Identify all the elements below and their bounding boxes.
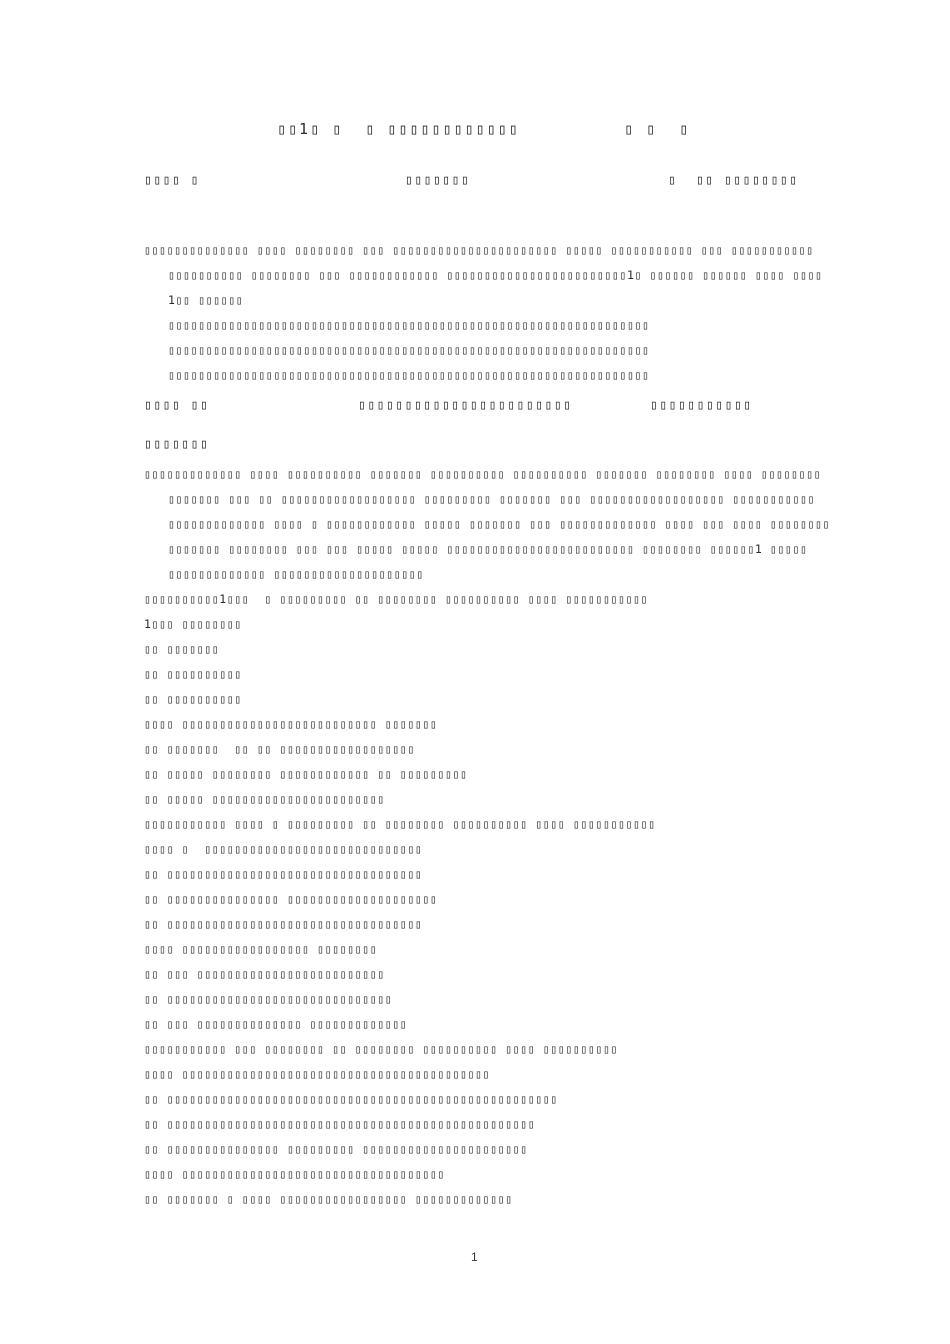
para1-line: ▯▯▯▯▯▯▯▯▯▯▯▯▯▯▯▯▯▯▯▯▯▯▯▯▯▯▯▯▯▯▯▯▯▯▯▯▯▯▯▯▯▯▯▯▯▯▯▯▯▯▯▯▯▯▯▯▯▯▯▯▯▯▯▯ <box>168 343 650 357</box>
list-item: ▯▯ ▯▯▯ ▯▯▯▯▯▯▯▯▯▯▯▯▯▯ ▯▯▯▯▯▯▯▯▯▯▯▯▯ <box>144 1017 408 1031</box>
list-item: ▯▯▯▯▯▯▯▯▯▯▯ ▯▯▯ ▯▯▯▯▯▯▯▯ ▯▯ ▯▯▯▯▯▯▯▯ ▯▯▯▯▯▯▯▯▯▯ ▯▯▯▯ ▯▯▯▯▯▯▯▯▯▯ <box>144 1042 618 1056</box>
para1-line: 1▯▯ ▯▯▯▯▯▯ <box>168 293 244 307</box>
list-item: ▯▯ ▯▯▯▯▯▯▯▯▯▯▯▯▯▯▯▯▯▯▯▯▯▯▯▯▯▯▯▯▯▯ <box>144 992 393 1006</box>
para1-line: ▯▯▯▯▯▯▯▯▯▯▯▯▯▯ ▯▯▯▯ ▯▯▯▯▯▯▯▯ ▯▯▯ ▯▯▯▯▯▯▯▯▯▯▯▯▯▯▯▯▯▯▯▯▯▯ ▯▯▯▯▯ ▯▯▯▯▯▯▯▯▯▯▯ ▯▯▯ ▯▯▯▯▯▯▯▯▯▯▯ <box>144 243 814 257</box>
list-item: ▯▯ ▯▯▯▯▯▯▯ ▯ ▯▯▯▯ ▯▯▯▯▯▯▯▯▯▯▯▯▯▯▯▯▯ ▯▯▯▯▯▯▯▯▯▯▯▯▯ <box>144 1192 513 1206</box>
list-item: ▯▯▯▯▯▯▯▯▯▯1▯▯▯ ▯ ▯▯▯▯▯▯▯▯▯ ▯▯ ▯▯▯▯▯▯▯▯ ▯▯▯▯▯▯▯▯▯▯ ▯▯▯▯ ▯▯▯▯▯▯▯▯▯▯▯ <box>144 592 649 606</box>
list-item: ▯▯ ▯▯▯▯▯▯▯▯▯▯▯▯▯▯▯ ▯▯▯▯▯▯▯▯▯ ▯▯▯▯▯▯▯▯▯▯▯▯▯▯▯▯▯▯▯▯▯▯ <box>144 1142 528 1156</box>
para2-line: ▯▯▯▯▯▯▯ ▯▯▯▯▯▯▯▯ ▯▯▯ ▯▯▯ ▯▯▯▯▯ ▯▯▯▯▯ ▯▯▯▯▯▯▯▯▯▯▯▯▯▯▯▯▯▯▯▯▯▯▯▯▯ ▯▯▯▯▯▯▯▯ ▯▯▯▯▯▯1 ▯▯▯▯▯ <box>168 542 808 556</box>
meta-field-1: ▯▯▯▯ ▯ <box>144 173 200 188</box>
list-item: ▯▯▯▯ ▯▯▯▯▯▯▯▯▯▯▯▯▯▯▯▯▯▯▯▯▯▯▯▯▯▯▯▯▯▯▯▯▯▯▯▯▯▯▯▯▯ <box>144 1067 491 1081</box>
list-item: ▯▯ ▯▯▯▯▯▯▯▯▯▯ <box>144 692 242 706</box>
list-item: ▯▯▯▯▯▯▯▯▯▯▯ ▯▯▯▯ ▯ ▯▯▯▯▯▯▯▯▯ ▯▯ ▯▯▯▯▯▯▯▯ ▯▯▯▯▯▯▯▯▯▯ ▯▯▯▯ ▯▯▯▯▯▯▯▯▯▯▯ <box>144 817 656 831</box>
para1-line: ▯▯▯▯▯▯▯▯▯▯▯▯▯▯▯▯▯▯▯▯▯▯▯▯▯▯▯▯▯▯▯▯▯▯▯▯▯▯▯▯▯▯▯▯▯▯▯▯▯▯▯▯▯▯▯▯▯▯▯▯▯▯▯▯ <box>168 318 650 332</box>
para1-line: ▯▯▯▯▯▯▯▯▯▯▯▯▯▯▯▯▯▯▯▯▯▯▯▯▯▯▯▯▯▯▯▯▯▯▯▯▯▯▯▯▯▯▯▯▯▯▯▯▯▯▯▯▯▯▯▯▯▯▯▯▯▯▯▯ <box>168 368 650 382</box>
list-item: ▯▯▯▯ ▯▯▯▯▯▯▯▯▯▯▯▯▯▯▯▯▯▯▯▯▯▯▯▯▯▯▯▯▯▯▯▯▯▯▯ <box>144 1167 445 1181</box>
list-item: ▯▯▯▯ ▯▯▯▯▯▯▯▯▯▯▯▯▯▯▯▯▯ ▯▯▯▯▯▯▯▯ <box>144 942 378 956</box>
list-item: ▯▯ ▯▯▯ ▯▯▯▯▯▯▯▯▯▯▯▯▯▯▯▯▯▯▯▯▯▯▯▯▯ <box>144 967 385 981</box>
document-title-right: ▯ ▯ ▯ <box>624 120 691 138</box>
para1-line: ▯▯▯▯▯▯▯▯▯▯ ▯▯▯▯▯▯▯▯ ▯▯▯ ▯▯▯▯▯▯▯▯▯▯▯▯ ▯▯▯▯▯▯▯▯▯▯▯▯▯▯▯▯▯▯▯▯▯▯▯▯1▯ ▯▯▯▯▯▯ ▯▯▯▯▯▯ ▯▯▯▯ ▯▯▯▯ <box>168 268 823 282</box>
meta-field-3: ▯ ▯▯ ▯▯▯▯▯▯▯▯ <box>668 173 799 188</box>
para2-line: ▯▯▯▯▯▯▯ ▯▯▯ ▯▯ ▯▯▯▯▯▯▯▯▯▯▯▯▯▯▯▯▯▯ ▯▯▯▯▯▯▯▯▯ ▯▯▯▯▯▯▯ ▯▯▯ ▯▯▯▯▯▯▯▯▯▯▯▯▯▯▯▯▯▯ ▯▯▯▯▯▯▯▯▯▯▯ <box>168 492 816 506</box>
para2-line: ▯▯▯▯▯▯▯▯▯▯▯▯▯ ▯▯▯▯▯▯▯▯▯▯▯▯▯▯▯▯▯▯▯▯ <box>168 567 424 581</box>
list-item: ▯▯ ▯▯▯▯▯▯▯▯▯▯▯▯▯▯▯▯▯▯▯▯▯▯▯▯▯▯▯▯▯▯▯▯▯▯ <box>144 917 423 931</box>
list-item: ▯▯ ▯▯▯▯▯▯▯ <box>144 642 220 656</box>
para2-line: ▯▯▯▯▯▯▯▯▯▯▯▯▯ ▯▯▯▯ ▯ ▯▯▯▯▯▯▯▯▯▯▯▯ ▯▯▯▯▯ ▯▯▯▯▯▯▯ ▯▯▯ ▯▯▯▯▯▯▯▯▯▯▯▯▯ ▯▯▯▯ ▯▯▯ ▯▯▯▯ ▯▯▯▯▯▯▯▯ <box>168 517 831 531</box>
list-item: ▯▯ ▯▯▯▯▯▯▯▯▯▯▯▯▯▯▯▯▯▯▯▯▯▯▯▯▯▯▯▯▯▯▯▯▯▯▯▯▯▯▯▯▯▯▯▯▯▯▯▯▯▯▯▯ <box>144 1092 558 1106</box>
list-item: 1▯▯▯ ▯▯▯▯▯▯▯▯ <box>144 617 242 631</box>
document-title: ▯▯1▯ ▯ ▯ ▯▯▯▯▯▯▯▯▯▯▯▯ <box>277 120 520 138</box>
subheading: ▯▯▯▯▯▯▯ <box>144 437 210 452</box>
list-item: ▯▯ ▯▯▯▯▯▯▯ ▯▯ ▯▯ ▯▯▯▯▯▯▯▯▯▯▯▯▯▯▯▯▯▯ <box>144 742 415 756</box>
para2-line: ▯▯▯▯▯▯▯▯▯▯▯▯▯ ▯▯▯▯ ▯▯▯▯▯▯▯▯▯▯ ▯▯▯▯▯▯▯ ▯▯▯▯▯▯▯▯▯▯ ▯▯▯▯▯▯▯▯▯▯ ▯▯▯▯▯▯▯ ▯▯▯▯▯▯▯▯ ▯▯▯▯ ▯▯▯▯▯▯▯▯ <box>144 467 822 481</box>
section-heading-1: ▯▯▯▯ ▯▯ <box>144 398 210 413</box>
list-item: ▯▯ ▯▯▯▯▯▯▯▯▯▯▯▯▯▯▯▯▯▯▯▯▯▯▯▯▯▯▯▯▯▯▯▯▯▯ <box>144 867 423 881</box>
list-item: ▯▯ ▯▯▯▯▯▯▯▯▯▯▯▯▯▯▯ ▯▯▯▯▯▯▯▯▯▯▯▯▯▯▯▯▯▯▯▯ <box>144 892 438 906</box>
list-item: ▯▯▯▯ ▯▯▯▯▯▯▯▯▯▯▯▯▯▯▯▯▯▯▯▯▯▯▯▯▯▯ ▯▯▯▯▯▯▯ <box>144 717 438 731</box>
list-item: ▯▯ ▯▯▯▯▯▯▯▯▯▯ <box>144 667 242 681</box>
list-item: ▯▯ ▯▯▯▯▯ ▯▯▯▯▯▯▯▯ ▯▯▯▯▯▯▯▯▯▯▯▯ ▯▯ ▯▯▯▯▯▯▯▯▯ <box>144 767 468 781</box>
list-item: ▯▯ ▯▯▯▯▯ ▯▯▯▯▯▯▯▯▯▯▯▯▯▯▯▯▯▯▯▯▯▯▯ <box>144 792 385 806</box>
meta-field-2: ▯▯▯▯▯▯▯ <box>405 173 471 188</box>
list-item: ▯▯ ▯▯▯▯▯▯▯▯▯▯▯▯▯▯▯▯▯▯▯▯▯▯▯▯▯▯▯▯▯▯▯▯▯▯▯▯▯▯▯▯▯▯▯▯▯▯▯▯▯ <box>144 1117 536 1131</box>
section-heading-3: ▯▯▯▯▯▯▯▯▯▯▯ <box>650 398 753 413</box>
section-heading-2: ▯▯▯▯▯▯▯▯▯▯▯▯▯▯▯▯▯▯▯▯▯▯▯ <box>358 398 573 413</box>
page-number: 1 <box>471 1250 478 1264</box>
list-item: ▯▯▯▯ ▯ ▯▯▯▯▯▯▯▯▯▯▯▯▯▯▯▯▯▯▯▯▯▯▯▯▯▯▯▯▯ <box>144 842 423 856</box>
